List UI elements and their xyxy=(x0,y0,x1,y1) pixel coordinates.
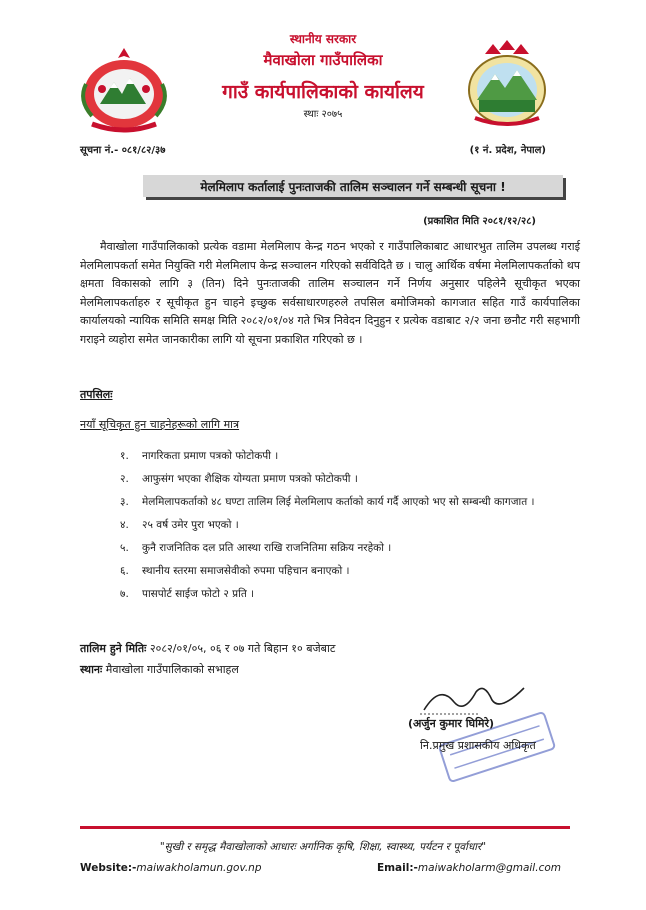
list-item xyxy=(120,446,560,466)
item-text: मेलमिलापकर्ताको ४८ घण्टा तालिम लिई मेलमिलाप कर्ताको कार्य गर्दै आएको भए सो सम्बन्धी कागजात । xyxy=(142,496,535,508)
details-heading: तपसिलः xyxy=(80,388,113,401)
notice-title: मेलमिलाप कर्तालाई पुनःताजकी तालिम सञ्चालन गर्ने सम्बन्धी सूचना ! xyxy=(200,180,506,194)
website-link[interactable]: maiwakholamun.gov.np xyxy=(136,862,262,874)
list-item xyxy=(120,538,560,558)
body-paragraph: मैवाखोला गाउँपालिकाको प्रत्येक वडामा मेलमिलाप केन्द्र गठन भएको र गाउँपालिकाबाट आधारभुत तालिम उपलब्ध गराई मेलमिलापकर्ता समेत नियुक्ति गरी मेलमिलाप केन्द्र सञ्चालन गरिएको सर्वविदितै छ । चालु आर्थिक वर्षमा मेलमिलापकर्ताको थप क्षमता विकासको लागि ३ (तिन) दिने पुनःताजकी तालिम सञ्चालन गर्ने निर्णय अनुसार पहिलेनै सूचीकृत भएका मेलमिलापकर्ताहरु र सूचीकृत हुन चाहने इच्छुक सर्वसाधारणहरुले तपसिल बमोजिमको कागजात सहित गाउँ कार्यपालिका कार्यालयको न्यायिक समिति समक्ष मिति २०८२/०१/०४ गते भित्र निवेदन दिनुहुन र प्रत्येक वडाबाट २/२ जना छनौट गरी सहभागी गराइने व्यहोरा समेत जानकारीका लागि यो सूचना प्रकाशित गरिएको छ । xyxy=(80,240,580,346)
item-number: ५. xyxy=(120,542,129,554)
footer-website xyxy=(80,862,262,874)
item-number: ४. xyxy=(120,519,129,531)
notice-number: सूचना नं.- ०८१/८२/३७ xyxy=(80,145,166,156)
email-label: Email:- xyxy=(376,862,418,874)
item-number: ३. xyxy=(120,496,129,508)
header-municipality: मैवाखोला गाउँपालिका xyxy=(263,51,383,69)
footer-email xyxy=(377,862,561,874)
requirements-list xyxy=(120,446,560,607)
province-label: (१ नं. प्रदेश, नेपाल) xyxy=(469,145,546,156)
training-date-value: २०८२/०१/०५, ०६ र ०७ गते बिहान १० बजेबाट xyxy=(149,642,336,655)
item-number: २. xyxy=(120,473,129,485)
signatory-name: (अर्जुन कुमार घिमिरे) xyxy=(408,717,495,730)
list-item xyxy=(120,515,560,535)
footer-divider xyxy=(80,826,570,829)
requirements-subheading: नयाँ सूचिकृत हुन चाहनेहरूको लागि मात्र xyxy=(80,418,240,431)
signatory-title: नि.प्रमुख प्रशासकीय अधिकृत xyxy=(420,739,536,752)
venue-value: मैवाखोला गाउँपालिकाको सभाहल xyxy=(105,663,239,676)
item-text: पासपोर्ट साईज फोटो २ प्रति । xyxy=(142,588,255,600)
item-text: २५ वर्ष उमेर पुरा भएको । xyxy=(142,519,239,531)
training-date xyxy=(80,641,335,656)
training-venue xyxy=(80,662,239,677)
item-text: नागरिकता प्रमाण पत्रको फोटोकपी । xyxy=(142,450,279,462)
item-text: कुनै राजनितिक दल प्रति आस्था राखि राजनितिमा सक्रिय नरहेको । xyxy=(142,542,392,554)
item-text: स्थानीय स्तरमा समाजसेवीको रुपमा पहिचान बनाएको । xyxy=(142,565,350,577)
email-link[interactable]: maiwakholarm@gmail.com xyxy=(417,862,561,874)
header-office: गाउँ कार्यपालिकाको कार्यालय xyxy=(222,81,424,103)
list-item xyxy=(120,584,560,604)
list-item xyxy=(120,469,560,489)
list-item xyxy=(120,492,560,512)
item-number: ७. xyxy=(120,588,129,600)
item-number: १. xyxy=(120,450,129,462)
list-item xyxy=(120,561,560,581)
header-government: स्थानीय सरकार xyxy=(289,32,357,46)
published-date: (प्रकाशित मिति २०८१/१२/२८) xyxy=(423,216,536,227)
venue-label: स्थानः xyxy=(80,663,103,676)
item-number: ६. xyxy=(120,565,129,577)
website-label: Website:- xyxy=(80,862,137,874)
footer-motto: "सुखी र समृद्ध मैवाखोलाको आधारः अर्गानिक कृषि, शिक्षा, स्वास्थ्य, पर्यटन र पूर्वाधार" xyxy=(159,841,487,853)
header-address: स्थाः २०७५ xyxy=(303,109,343,120)
item-text: आफुसंग भएका शैक्षिक योग्यता प्रमाण पत्रको फोटोकपी । xyxy=(142,473,358,485)
training-date-label: तालिम हुने मितिः xyxy=(80,642,147,655)
